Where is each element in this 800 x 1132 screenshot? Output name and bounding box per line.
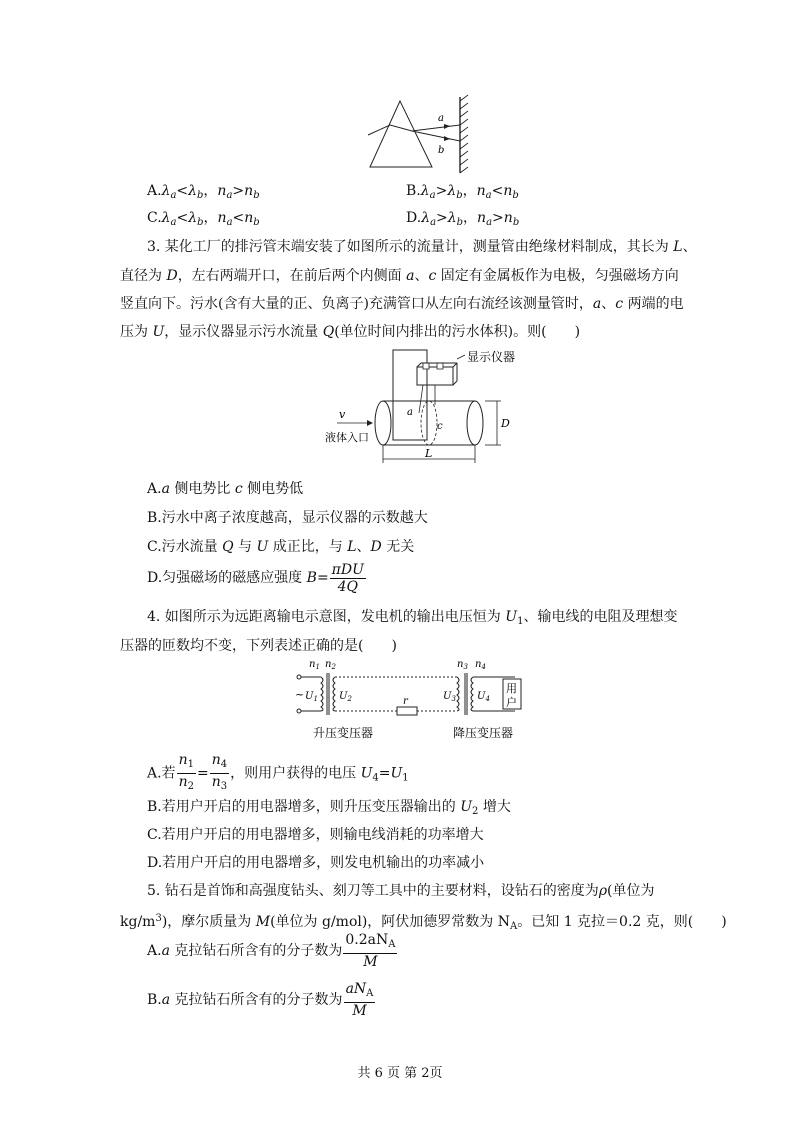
display-label: 显示仪器 [467, 350, 516, 364]
ray-b-label: b [438, 145, 445, 156]
n2-label: $n_2$ [325, 659, 336, 671]
resistor-label: r [403, 696, 408, 707]
u2-label: $U_2$ [339, 691, 352, 703]
prism-figure [360, 95, 490, 175]
q3-stem-line1: 3. 某化工厂的排污管末端安装了如图所示的流量计，测量管由绝缘材料制成，其长为 L、 [147, 239, 697, 255]
user-label-1: 用 [506, 682, 517, 695]
q2-option-b: $B.\lambda_a>\lambda_b$，$n_a<n_b$ [406, 183, 519, 201]
inlet-label: 液体入口 [325, 431, 369, 444]
q3-option-a: A.a 侧电势比 c 侧电势低 [147, 481, 304, 497]
q2-option-d: $D.\lambda_a>\lambda_b$，$n_a>n_b$ [406, 210, 520, 228]
q3-stem-line4: 压为 U，显示仪器显示污水流量 Q(单位时间内排出的污水体积)。则( ) [120, 324, 581, 340]
electrode-c-label: c [437, 421, 443, 432]
q3-option-d: D.匀强磁场的磁感应强度 B= $\frac{\text{πDU}}{4Q}$ [147, 561, 364, 595]
ac-source-symbol: ~ [295, 688, 305, 701]
q3-stem-line3: 竖直向下。污水(含有大量的正、负离子)充满管口从左向右流经该测量管时，a、c 两端的电 [120, 296, 684, 312]
step-down-label: 降压变压器 [453, 726, 514, 740]
q2-option-c: $C.\lambda_a<\lambda_b$，$n_a<n_b$ [147, 210, 260, 228]
velocity-label: v [339, 408, 346, 421]
q4-stem-line2: 压器的匝数均不变，下列表述正确的是( ) [120, 638, 397, 654]
q4-option-b: B.若用户开启的用电器增多，则升压变压器输出的 $U_2$ 增大 [147, 799, 511, 817]
u1-label: $U_1$ [305, 691, 318, 703]
q2-option-a: $A.\lambda_a<\lambda_b$，$n_a>n_b$ [147, 183, 260, 201]
transmission-figure [285, 655, 555, 745]
q5-option-a: A.a 克拉钻石所含有的分子数为 $\frac{0.2aN_A}{M}$ [147, 932, 396, 970]
q4-option-d: D.若用户开启的用电器增多，则发电机输出的功率减小 [147, 855, 485, 871]
page-footer: 共 6 页 第 2页 [357, 1066, 443, 1081]
length-label: L [425, 447, 433, 460]
q3-option-b: B.污水中离子浓度越高，显示仪器的示数越大 [147, 510, 428, 526]
q4-option-c: C.若用户开启的用电器增多，则输电线消耗的功率增大 [147, 827, 484, 843]
u3-label: $U_3$ [443, 691, 456, 703]
flowmeter-figure [325, 345, 535, 470]
electrode-a-label: a [407, 407, 413, 418]
q4-stem-line1: 4. 如图所示为远距离输电示意图，发电机的输出电压恒为 $U_1$、输电线的电阻及理想变 [147, 609, 678, 627]
ray-a-label: a [438, 113, 444, 124]
diameter-label: D [501, 417, 510, 430]
step-up-label: 升压变压器 [313, 726, 374, 740]
q5-stem-line2: $kg/m^3$)，摩尔质量为 M(单位为 g/mol)，阿伏加德罗常数为 $N_A$。已知 1 克拉＝0.2 克，则( ) [120, 913, 727, 932]
q5-option-b: B.a 克拉钻石所含有的分子数为 $\frac{aN_A}{M}$ [147, 981, 374, 1019]
u4-label: $U_4$ [477, 691, 490, 703]
user-label-2: 户 [506, 696, 517, 709]
q5-stem-line1: 5. 钻石是首饰和高强度钻头、刻刀等工具中的主要材料，设钻石的密度为ρ(单位为 [147, 883, 655, 899]
n3-label: $n_3$ [457, 659, 468, 671]
n1-label: $n_1$ [309, 659, 320, 671]
n4-label: $n_4$ [475, 659, 486, 671]
q3-option-c: C.污水流量 Q 与 U 成正比，与 L、D 无关 [147, 539, 415, 555]
q3-stem-line2: 直径为 D，左右两端开口，在前后两个内侧面 a、c 固定有金属板作为电极，匀强磁场方向 [120, 268, 679, 284]
q4-option-a: A.若 $\frac{n_1}{n_2}$ = $\frac{n_4}{n_3}$ ，则用户获得的电压 $U_4=U_1$ [147, 752, 409, 792]
